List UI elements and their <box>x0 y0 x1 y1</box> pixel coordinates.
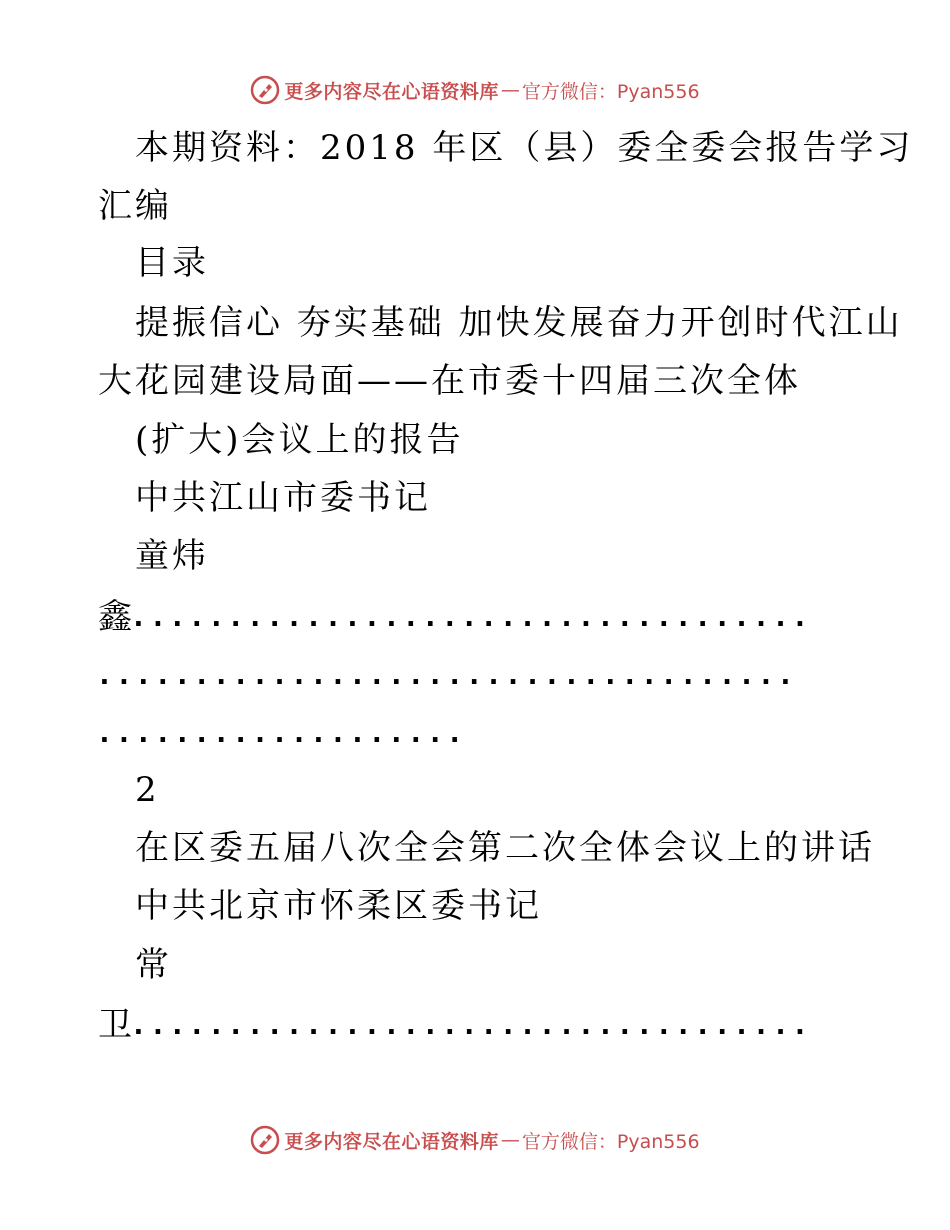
pen-nib-logo-icon <box>250 1125 280 1155</box>
banner-separator: — <box>500 79 520 101</box>
entry2-title: 在区委五届八次全会第二次全体会议上的讲话 <box>135 828 875 868</box>
entry2-author-name-cont: 卫 <box>98 1005 135 1045</box>
entry1-page-number: 2 <box>135 770 160 810</box>
entry1-title-line1: 提振信心 夯实基础 加快发展奋力开创时代江山 <box>135 303 903 343</box>
header-banner <box>0 70 950 110</box>
entry1-author-org: 中共江山市委书记 <box>135 478 431 518</box>
entry1-title-line3: (扩大)会议上的报告 <box>135 420 464 460</box>
entry1-title-line2: 大花园建设局面——在市委十四届三次全体 <box>98 361 801 401</box>
pen-nib-logo-icon <box>250 75 280 105</box>
toc-leader-dots: ................... <box>96 716 466 749</box>
footer-banner <box>0 1120 950 1160</box>
toc-leader-dots: ................................... <box>130 600 812 633</box>
toc-leader-dots: ................................... <box>130 1008 812 1041</box>
entry1-author-name-cont: 鑫 <box>98 597 135 637</box>
banner-text: 更多内容尽在心语资料库 <box>284 1130 499 1153</box>
doc-title-line1: 本期资料：2018 年区（县）委全委会报告学习 <box>135 128 914 168</box>
banner-separator: — <box>500 1129 520 1151</box>
entry1-author-name: 童炜 <box>135 536 209 576</box>
banner-wechat: 官方微信：Pyan556 <box>521 80 700 103</box>
toc-leader-dots: .................................... <box>96 658 797 691</box>
toc-title: 目录 <box>135 243 209 283</box>
banner-wechat: 官方微信：Pyan556 <box>521 1130 700 1153</box>
banner-text: 更多内容尽在心语资料库 <box>284 80 499 103</box>
doc-title-line2: 汇编 <box>98 186 172 226</box>
entry2-author-org: 中共北京市怀柔区委书记 <box>135 886 542 926</box>
entry2-author-name: 常 <box>135 945 172 985</box>
